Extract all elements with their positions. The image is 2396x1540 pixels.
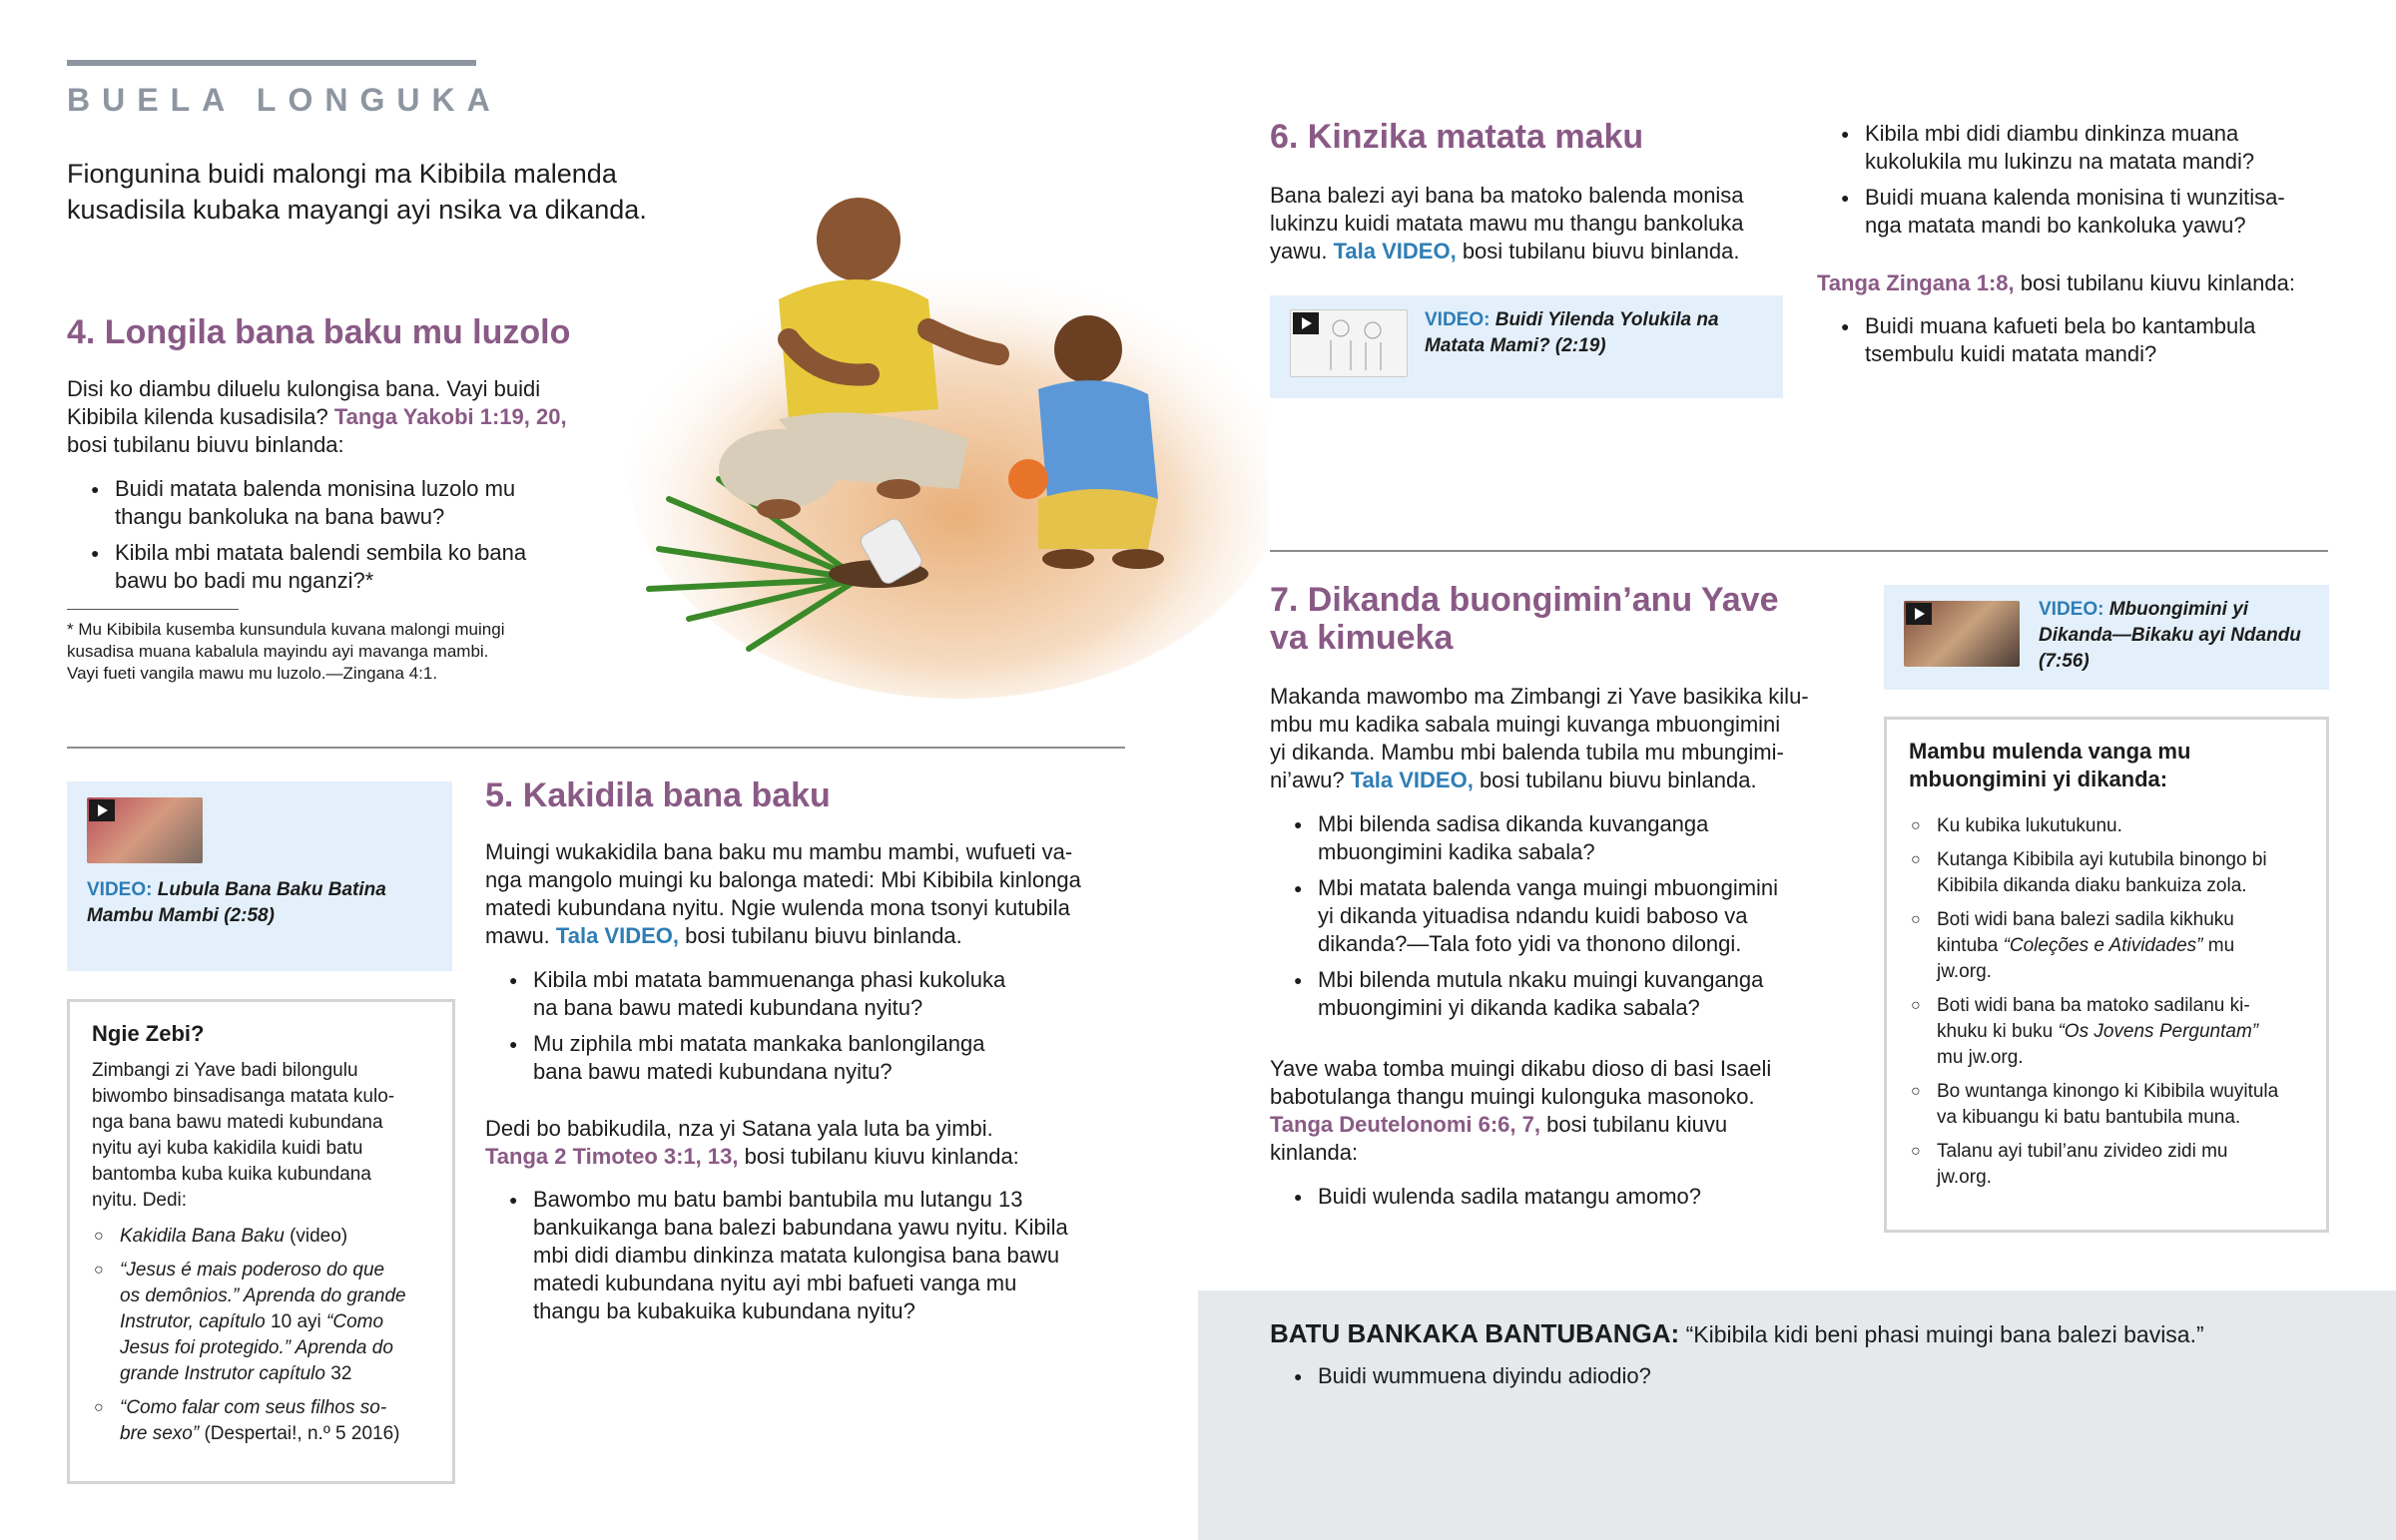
section-7-questions-1 (1270, 810, 1849, 1030)
father-son-illustration (629, 180, 1268, 699)
section-5-text-2: Dedi bo babikudila, nza yi Satana yala luta ba yimbi. Tanga 2 Timoteo 3:1, 13, bosi tubilanu kiuvu kinlanda: (485, 1116, 1019, 1169)
section-7-questions-2 (1270, 1183, 1849, 1219)
footnote: * Mu Kibibila kusemba kunsundula kuvana malongi muingi kusadisa muana kabalula mayindu ayi mavanga mambi. Vayi fueti vangila mawu mu luzolo.—Zingana 4:1. (67, 620, 505, 683)
section-6-title: 6. Kinzika matata maku (1270, 118, 1644, 156)
question-item: ● Buidi muana kalenda monisina ti wunzitisa- nga matata mandi bo kankoluka yawu? (1817, 184, 2376, 240)
divider (67, 747, 1125, 749)
section-4-title: 4. Longila bana baku mu luzolo (67, 313, 571, 351)
watch-video-link[interactable]: Tala VIDEO, (555, 923, 679, 948)
watch-video-link[interactable]: Tala VIDEO, (1350, 768, 1474, 792)
discussion-footer (1198, 1290, 2396, 1540)
play-icon[interactable] (1906, 603, 1932, 625)
ideas-list (1909, 813, 2308, 1191)
section-6-text-2: Tanga Zingana 1:8, bosi tubilanu kiuvu kinlanda: (1817, 270, 2295, 295)
idea-item: ○ Ku kubika lukutukunu. (1909, 813, 2308, 839)
resource-list (92, 1224, 436, 1447)
video-box-3[interactable] (1884, 585, 2329, 690)
section-7-text-2: Yave waba tomba muingi dikabu dioso di basi Isaeli babotulanga thangu muingi kulonguka masonoko. Tanga Deutelonomi 6:6, 7, bosi tubilanu kiuvu kinlanda: (1270, 1056, 1772, 1165)
scripture-link-timoteo[interactable]: Tanga 2 Timoteo 3:1, 13, (485, 1144, 739, 1169)
question-item: ● Mbi bilenda mutula nkaku muingi kuvanganga mbuongimini yi dikanda kadika sabala? (1270, 966, 1849, 1022)
resource-item[interactable]: ○ “Jesus é mais poderoso do que os demônios.” Aprenda do grande Instrutor, capítulo 10 ayi “Como Jesus foi protegido.” Aprenda do grande Instrutor capítulo 32 (92, 1258, 436, 1387)
sketch-icon (1291, 310, 1407, 376)
question-item: ● Buidi wulenda sadila matangu amomo? (1270, 1183, 1849, 1211)
section-6-text: Bana balezi ayi bana ba matoko balenda monisa lukinzu kuidi matata mawu mu thangu bankoluka yawu. Tala VIDEO, bosi tubilanu biuvu binlanda. (1270, 183, 1744, 263)
idea-item: ○ Boti widi bana ba matoko sadilanu ki- khuku ki buku “Os Jovens Perguntam” mu jw.org. (1909, 993, 2308, 1071)
box-text: Zimbangi zi Yave badi bilongulu biwombo binsadisanga matata kulo- nga bana bawu matedi kubundana nyitu ayi kuba kakidila kuidi batu bantomba kuba kuika kubundana nyitu. Dedi: (92, 1060, 395, 1211)
question-item: ● Kibila mbi didi diambu dinkinza muana kukolukila mu lukinzu na matata mandi? (1817, 120, 2376, 176)
footer-quote: “Kibibila kidi beni phasi muingi bana balezi bavisa.” (1685, 1321, 2204, 1347)
box-title: Mambu mulenda vanga mu mbuongimini yi dikanda: (1909, 739, 2191, 791)
scripture-link-deutelonomi[interactable]: Tanga Deutelonomi 6:6, 7, (1270, 1112, 1540, 1137)
idea-item: ○ Bo wuntanga kinongo ki Kibibila wuyitula va kibuangu ki batu bantubila muna. (1909, 1079, 2308, 1131)
section-6-questions-1 (1817, 120, 2376, 248)
question-item: ● Mbi bilenda sadisa dikanda kuvanganga mbuongimini kadika sabala? (1270, 810, 1849, 866)
scripture-link-zingana[interactable]: Tanga Zingana 1:8, (1817, 270, 2015, 295)
idea-item: ○ Boti widi bana balezi sadila kikhuku kintuba “Coleções e Atividades” mu jw.org. (1909, 907, 2308, 985)
section-5-title: 5. Kakidila bana baku (485, 776, 831, 814)
question-item: ● Buidi muana kafueti bela bo kantambula tsembulu kuidi matata mandi? (1817, 312, 2376, 368)
question-item: ● Buidi wummuena diyindu adiodio? (1270, 1362, 2268, 1390)
play-icon[interactable] (89, 799, 115, 821)
question-item: ● Kibila mbi matata bammuenanga phasi kukoluka na bana bawu matedi kubundana nyitu? (485, 966, 1124, 1022)
section-6-questions-2 (1817, 312, 2376, 376)
header-rule (67, 60, 476, 66)
watch-video-link[interactable]: Tala VIDEO, (1333, 239, 1457, 263)
resource-item[interactable]: ○ “Como falar com seus filhos so- bre sexo” (Despertai!, n.º 5 2016) (92, 1395, 436, 1447)
did-you-know-box (67, 999, 455, 1484)
section-5-text: Muingi wukakidila bana baku mu mambu mambi, wufueti va- nga mangolo muingi ku balonga matedi: Mbi Kibibila kinlonga matedi kubundana nyitu. Ngie wulenda mona tsonyi kutubila mawu. Tala VIDEO, bosi tubilanu biuvu binlanda. (485, 839, 1081, 948)
footer-lead: BATU BANKAKA BANTUBANGA: (1270, 1318, 1680, 1348)
section-kicker: BUELA LONGUKA (67, 82, 502, 118)
question-item: ● Kibila mbi matata balendi sembila ko bana bawu bo badi mu nganzi?* (67, 539, 626, 595)
idea-item: ○ Kutanga Kibibila ayi kutubila binongo bi Kibibila dikanda diaku bankuiza zola. (1909, 847, 2308, 899)
question-item: ● Buidi matata balenda monisina luzolo mu thangu bankoluka na bana bawu? (67, 475, 626, 531)
section-5-questions-2 (485, 1186, 1124, 1333)
video-thumbnail[interactable] (1290, 309, 1408, 377)
section-4-text: Disi ko diambu diluelu kulongisa bana. Vayi buidi Kibibila kilenda kusadisila? Tanga Yakobi 1:19, 20, bosi tubilanu biuvu binlanda: (67, 376, 567, 457)
idea-item: ○ Talanu ayi tubil’anu zivideo zidi mu jw.org. (1909, 1139, 2308, 1191)
section-7-text: Makanda mawombo ma Zimbangi zi Yave basikika kilu- mbu mu kadika sabala muingi kuvanga mbuongimini yi dikanda. Mambu mbi balenda tubila mu mbungimi- ni’awu? Tala VIDEO, bosi tubilanu biuvu binlanda. (1270, 684, 1809, 792)
footnote-rule (67, 609, 239, 610)
worship-ideas-box (1884, 717, 2329, 1233)
scripture-link-yakobi[interactable]: Tanga Yakobi 1:19, 20, (333, 404, 567, 429)
section-5-questions-1 (485, 966, 1124, 1094)
question-item: ● Mbi matata balenda vanga muingi mbuongimini yi dikanda yituadisa ndandu kuidi baboso va dikanda?—Tala foto yidi va thonono dilongi. (1270, 874, 1849, 958)
question-item: ● Bawombo mu batu bambi bantubila mu lutangu 13 bankuikanga bana balezi babundana yawu nyitu. Kibila mbi didi diambu dinkinza matata kulongisa bana bawu matedi kubundana nyitu ayi mbi bafueti vanga mu thangu ba kubakuika kubundana nyitu? (485, 1186, 1124, 1325)
footer-questions (1270, 1362, 2268, 1398)
question-item: ● Mu ziphila mbi matata mankaka banlongilanga bana bawu matedi kubundana nyitu? (485, 1030, 1124, 1086)
section-7-title: 7. Dikanda buongimin’anu Yave va kimueka (1270, 581, 1779, 657)
video-box-1[interactable] (67, 781, 452, 971)
video-box-2[interactable] (1270, 295, 1783, 398)
divider (1270, 550, 2328, 552)
video-thumbnail[interactable] (87, 797, 203, 863)
video-title[interactable]: VIDEO: Mbuongimini yi Dikanda—Bikaku ayi Ndandu (7:56) (2039, 599, 2301, 672)
section-4-questions (67, 475, 626, 603)
resource-item[interactable]: ○ Kakidila Bana Baku (video) (92, 1224, 436, 1250)
video-title[interactable]: VIDEO: Lubula Bana Baku Batina Mambu Mambi (2:58) (87, 879, 386, 926)
video-title[interactable]: VIDEO: Buidi Yilenda Yolukila na Matata Mami? (2:19) (1425, 309, 1719, 356)
intro-text: Fiongunina buidi malongi ma Kibibila malenda kusadisila kubaka mayangi ayi nsika va dikanda. (67, 159, 647, 225)
box-title: Ngie Zebi? (92, 1021, 205, 1046)
video-thumbnail[interactable] (1904, 601, 2020, 667)
